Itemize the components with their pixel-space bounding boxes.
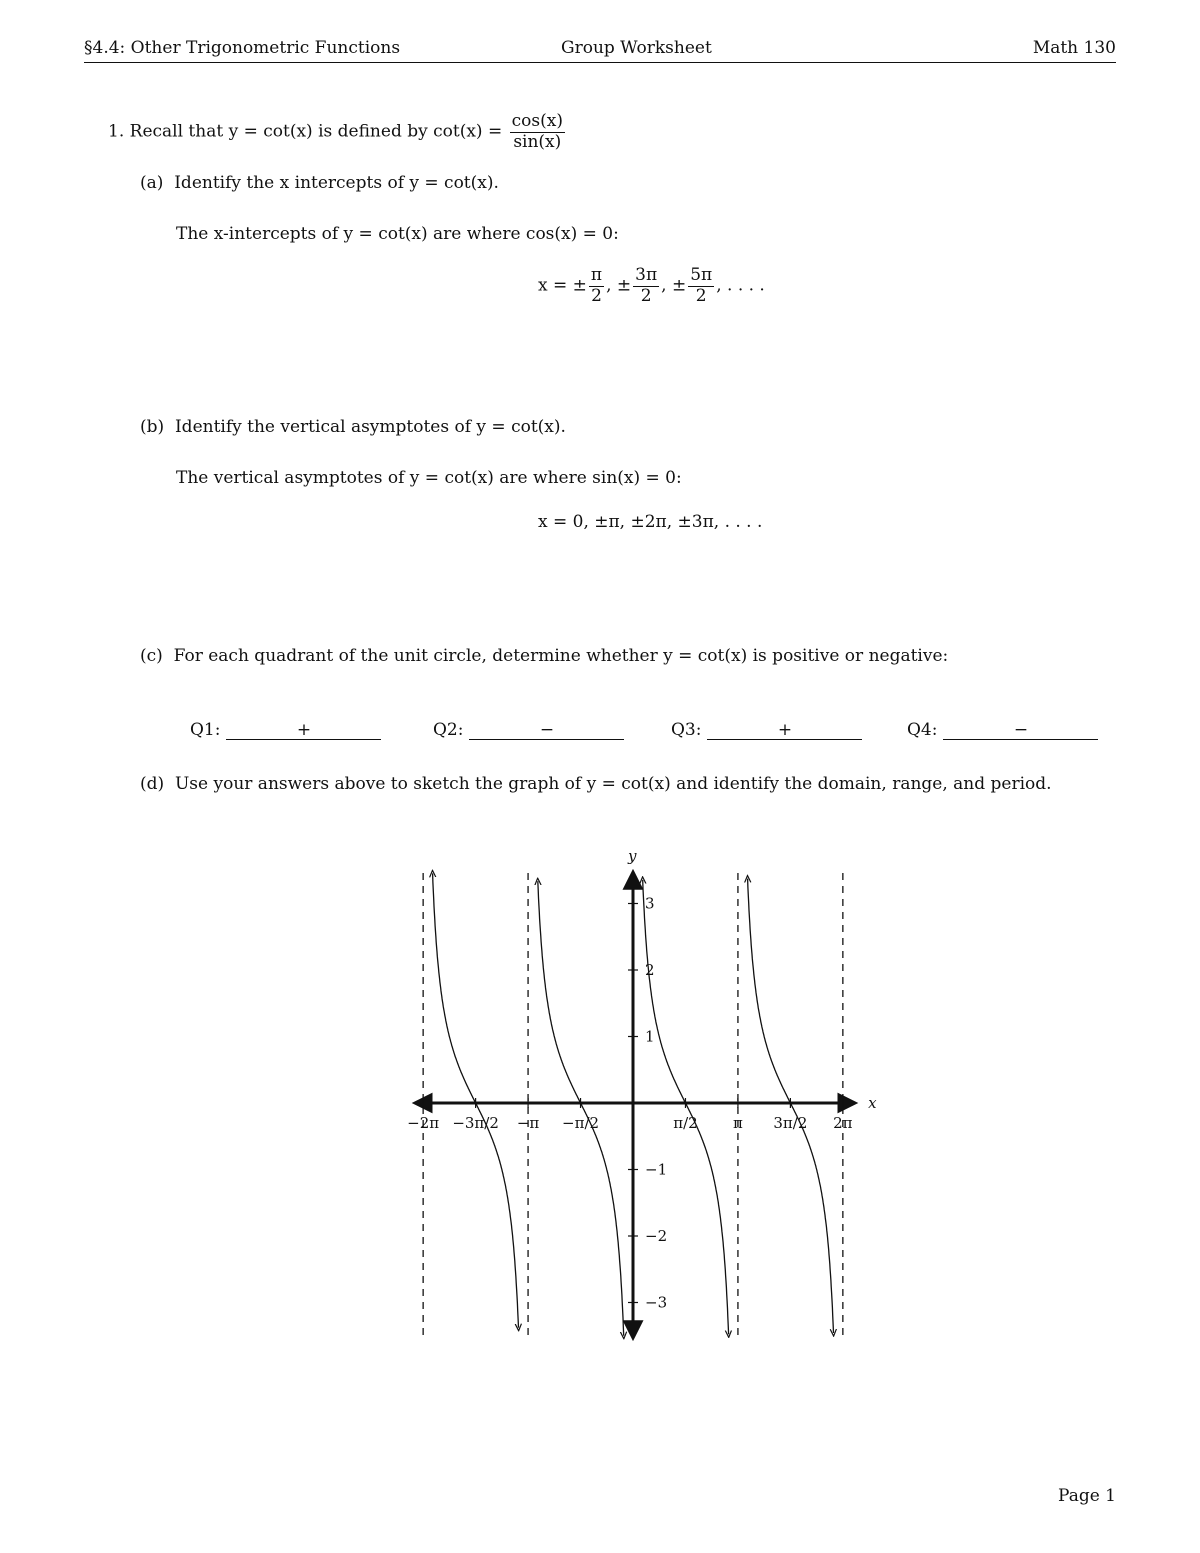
y-tick-label: −3 <box>645 1293 668 1312</box>
x-tick-label: 3π/2 <box>773 1114 808 1132</box>
fraction-denominator: sin(x) <box>513 131 562 152</box>
frac-5pi-over-2 <box>688 266 714 306</box>
part-a-label: (a) <box>140 173 164 193</box>
part-b-question-text: Identify the vertical asymptotes of y = cot(x). <box>174 417 566 437</box>
frac3-num: 5π <box>690 265 713 285</box>
eq-prefix: x = ± <box>538 275 587 296</box>
q1-answer-blank[interactable]: + <box>226 721 381 740</box>
part-b-label: (b) <box>140 417 165 437</box>
eq-sep-2: , ± <box>661 275 687 296</box>
frac2-num: 3π <box>635 265 658 285</box>
cot-definition-fraction <box>510 112 565 152</box>
fraction-numerator: cos(x) <box>511 111 563 131</box>
axes-layer <box>416 847 877 1337</box>
x-tick-label: −3π/2 <box>452 1114 499 1132</box>
q2-label: Q2: <box>433 720 464 740</box>
quadrant-q2 <box>433 720 624 740</box>
q3-answer-blank[interactable]: + <box>707 721 862 740</box>
eq-suffix: , . . . . <box>716 275 765 296</box>
x-tick-label: π <box>732 1114 743 1132</box>
part-a-question <box>140 173 499 193</box>
frac3-den: 2 <box>695 285 707 306</box>
page-number: Page 1 <box>1058 1486 1116 1506</box>
q3-label: Q3: <box>671 720 702 740</box>
part-c-question-text: For each quadrant of the unit circle, determine whether y = cot(x) is positive or negative: <box>173 646 949 666</box>
frac2-den: 2 <box>640 285 652 306</box>
eq-sep-1: , ± <box>606 275 632 296</box>
part-d-label: (d) <box>140 774 165 794</box>
frac1-num: π <box>590 265 603 285</box>
header-section-title: §4.4: Other Trigonometric Functions <box>84 38 401 58</box>
cotangent-graph <box>0 830 1200 1390</box>
y-axis-label: y <box>628 847 637 865</box>
part-a-question-text: Identify the x intercepts of y = cot(x). <box>174 173 499 193</box>
q2-answer-blank[interactable]: − <box>469 721 624 740</box>
x-tick-label: −2π <box>407 1114 440 1132</box>
cotangent-branch <box>538 881 624 1335</box>
y-tick-label: 2 <box>645 961 655 979</box>
y-tick-label: 1 <box>645 1027 655 1046</box>
q4-label: Q4: <box>907 720 938 740</box>
header-rule <box>84 62 1116 63</box>
frac1-den: 2 <box>591 285 602 306</box>
x-tick-label: −π <box>516 1114 540 1132</box>
quadrant-q1 <box>190 720 381 740</box>
part-d-question-text: Use your answers above to sketch the graph of y = cot(x) and identify the domain, range, and period. <box>174 774 1052 794</box>
x-tick-label: −π/2 <box>562 1114 600 1132</box>
q4-answer-blank[interactable]: − <box>943 721 1098 740</box>
problem-1-intro <box>108 112 567 152</box>
frac-pi-over-2 <box>589 266 604 306</box>
part-a-equation <box>538 266 765 306</box>
quadrant-q4 <box>907 720 1098 740</box>
part-b-equation: x = 0, ±π, ±2π, ±3π, . . . . <box>538 512 763 532</box>
problem-number: 1. <box>108 121 125 142</box>
part-a-answer: The x-intercepts of y = cot(x) are where cos(x) = 0: <box>176 224 619 244</box>
y-tick-label: 3 <box>645 894 655 913</box>
header-worksheet-title: Group Worksheet <box>561 38 712 58</box>
part-c-label: (c) <box>140 646 163 666</box>
header-course: Math 130 <box>1032 38 1116 58</box>
q1-label: Q1: <box>190 720 221 740</box>
x-tick-label: π/2 <box>673 1114 698 1132</box>
part-c-question <box>140 646 948 666</box>
part-b-question <box>140 417 566 437</box>
x-tick-label: 2π <box>833 1114 853 1132</box>
quadrant-q3 <box>671 720 862 740</box>
y-tick-label: −1 <box>645 1160 668 1179</box>
problem-intro-text: Recall that y = cot(x) is defined by cot(x) = <box>129 121 503 142</box>
frac-3pi-over-2 <box>633 266 659 306</box>
part-d-question <box>140 774 1052 794</box>
y-tick-label: −2 <box>645 1227 668 1245</box>
part-b-answer: The vertical asymptotes of y = cot(x) are where sin(x) = 0: <box>176 468 682 488</box>
x-axis-label: x <box>868 1094 877 1112</box>
